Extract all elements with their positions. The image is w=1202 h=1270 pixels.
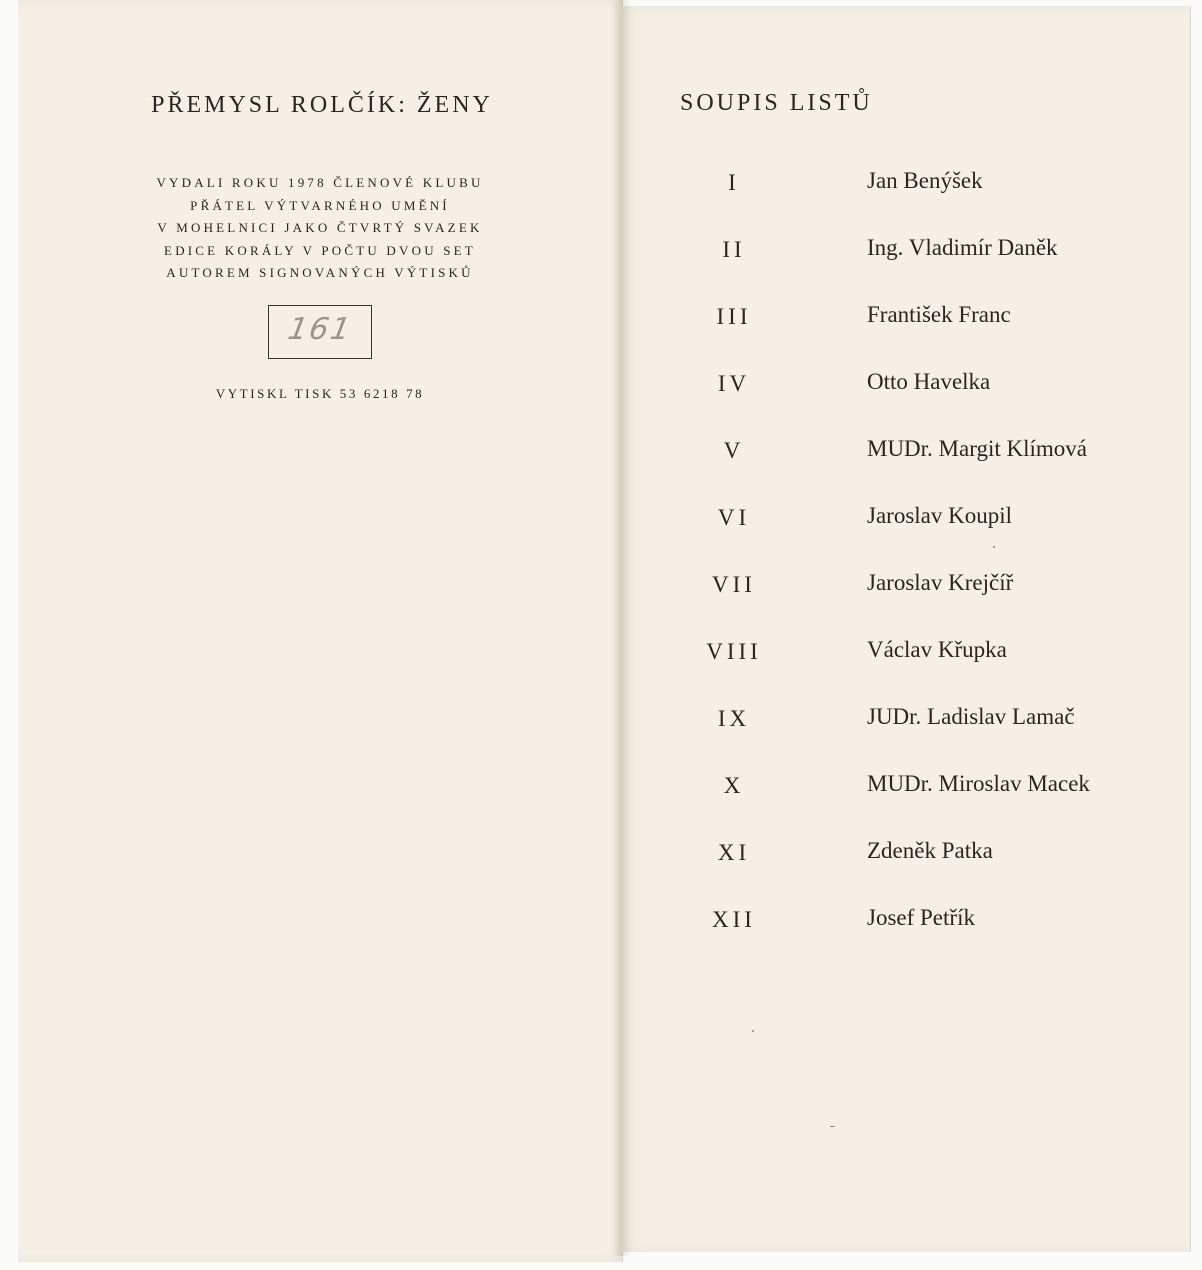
paper-speck <box>752 1030 754 1032</box>
list-item <box>640 769 1190 836</box>
sheet-owner: Otto Havelka <box>867 369 991 394</box>
sheet-owner: Jaroslav Koupil <box>867 503 1013 528</box>
list-item <box>640 702 1190 769</box>
sheet-numeral: VII <box>712 572 756 597</box>
list-item <box>640 434 1190 501</box>
sheet-numeral: VI <box>717 505 751 530</box>
sheet-numeral: III <box>716 304 752 329</box>
list-item <box>640 903 1190 970</box>
list-item <box>640 836 1190 903</box>
sheet-numeral: II <box>722 237 746 262</box>
sheet-owner: Zdeněk Patka <box>867 838 993 863</box>
list-item <box>640 233 1190 300</box>
list-item <box>640 367 1190 434</box>
sheet-owner: Jan Benýšek <box>867 168 983 193</box>
copy-number-box <box>268 305 372 359</box>
colophon-line: PŘÁTEL VÝTVARNÉHO UMĚNÍ <box>190 197 450 213</box>
colophon-line: AUTOREM SIGNOVANÝCH VÝTISKŮ <box>166 265 474 280</box>
sheet-numeral: V <box>723 438 745 463</box>
paper-speck <box>993 546 995 548</box>
sheet-owner: Ing. Vladimír Daněk <box>867 235 1058 260</box>
paper-speck <box>830 1126 835 1127</box>
sheet-numeral: XI <box>717 840 751 865</box>
list-item <box>640 635 1190 702</box>
list-item <box>640 501 1190 568</box>
sheet-numeral: X <box>723 773 745 798</box>
colophon <box>18 172 622 285</box>
sheet-owner: MUDr. Miroslav Macek <box>867 771 1090 796</box>
sheet-numeral: I <box>728 170 740 195</box>
colophon-line: V MOHELNICI JAKO ČTVRTÝ SVAZEK <box>157 220 483 235</box>
copy-number: 161 <box>285 312 355 347</box>
list-item <box>640 568 1190 635</box>
list-item <box>640 166 1190 233</box>
sheet-numeral: XII <box>712 907 756 932</box>
colophon-line: EDICE KORÁLY V POČTU DVOU SET <box>164 242 476 258</box>
sheet-numeral: IV <box>717 371 751 396</box>
colophon-line: VYDALI ROKU 1978 ČLENOVÉ KLUBU <box>156 175 484 190</box>
sheet-owner: JUDr. Ladislav Lamač <box>867 704 1075 729</box>
book-title: PŘEMYSL ROLČÍK: ŽENY <box>151 92 493 118</box>
printer-line: VYTISKL TISK 53 6218 78 <box>215 386 425 401</box>
sheet-owner: Jaroslav Krejčíř <box>867 570 1014 595</box>
sheet-owner: Václav Křupka <box>867 637 1007 662</box>
sheet-numeral: IX <box>717 706 751 731</box>
sheet-numeral: VIII <box>706 639 762 664</box>
sheet-owner: Josef Petřík <box>867 905 975 930</box>
sheet-list <box>640 166 1190 970</box>
sheet-owner: MUDr. Margit Klímová <box>867 436 1087 461</box>
list-item <box>640 300 1190 367</box>
sheet-owner: František Franc <box>867 302 1011 327</box>
list-heading: SOUPIS LISTŮ <box>680 90 873 116</box>
